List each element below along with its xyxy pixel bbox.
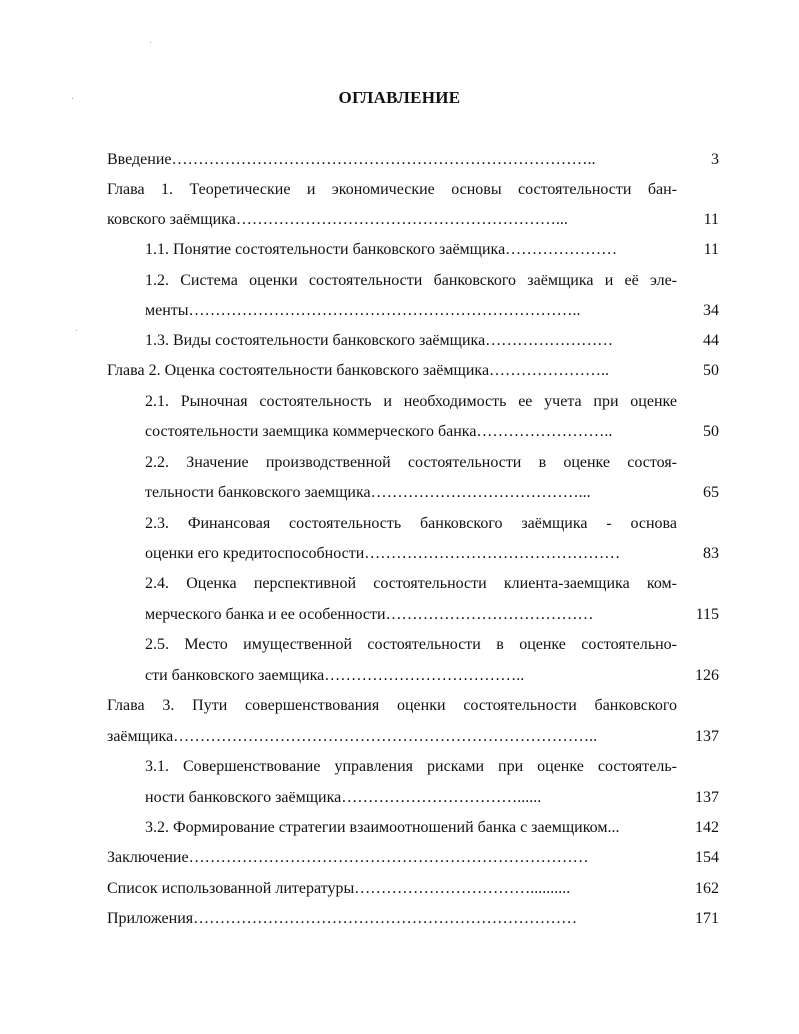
toc-entry-introduction: Введение…………………………………………………………………….. (107, 151, 596, 168)
toc-entry-section-3-1: 3.1. Совершенствование управления рисками при оценке состоятель- (145, 758, 677, 775)
toc-page-number: 171 (695, 910, 719, 927)
toc-entry-appendices: Приложения……………………………………………………………… (107, 910, 578, 927)
toc-entry-bibliography: Список использованной литературы…………………………….......... (107, 880, 571, 897)
toc-entry-section-1-2: 1.2. Система оценки состоятельности банковского заёмщика и её эле- (145, 272, 677, 289)
toc-page-number: 162 (695, 880, 719, 897)
toc-page-number: 3 (711, 151, 719, 168)
toc-page-number: 50 (703, 362, 719, 379)
toc-entry-section-2-2-cont: тельности банковского заемщика…………………………………... (145, 484, 591, 501)
scan-speck (150, 42, 151, 43)
toc-entry-section-2-1-cont: состоятельности заемщика коммерческого банка…………………….. (145, 423, 613, 440)
toc-entry-section-3-2: 3.2. Формирование стратегии взаимоотношений банка с заемщиком... (145, 819, 620, 836)
toc-page-number: 11 (703, 211, 719, 228)
toc-entry-conclusion: Заключение………………………………………………………………… (107, 849, 589, 866)
toc-entry-section-1-1: 1.1. Понятие состоятельности банковского заёмщика………………… (145, 241, 618, 258)
toc-page-number: 44 (703, 332, 719, 349)
toc-page-number: 65 (703, 484, 719, 501)
toc-entry-section-3-1-cont: ности банковского заёмщика……………………………...... (145, 789, 542, 806)
page-title: ОГЛАВЛЕНИЕ (338, 88, 461, 107)
toc-page-number: 34 (703, 302, 719, 319)
toc-entry-section-2-1: 2.1. Рыночная состоятельность и необходимость ее учета при оценке (145, 393, 677, 410)
toc-entry-chapter-2: Глава 2. Оценка состоятельности банковского заёмщика………………….. (107, 362, 610, 379)
toc-page-number: 11 (703, 241, 719, 258)
toc-entry-section-2-5-cont: сти банковского заемщика……………………………….. (145, 667, 525, 684)
toc-entry-chapter-1-cont: ковского заёмщика……………………………………………………... (107, 211, 568, 228)
toc-page-number: 83 (703, 545, 719, 562)
scan-speck (72, 98, 73, 99)
toc-page-number: 50 (703, 423, 719, 440)
toc-page-number: 137 (695, 789, 719, 806)
toc-entry-section-2-5: 2.5. Место имущественной состоятельности в оценке состоятельно- (145, 636, 677, 653)
toc-page-number: 142 (695, 819, 719, 836)
toc-entry-chapter-3: Глава 3. Пути совершенствования оценки состоятельности банковского (107, 697, 677, 714)
toc-entry-section-2-4-cont: мерческого банка и ее особенности………………………………… (145, 606, 594, 623)
toc-page-number: 137 (695, 728, 719, 745)
toc-entry-section-1-2-cont: менты……………………………………………………………….. (145, 302, 581, 319)
toc-entry-section-1-3: 1.3. Виды состоятельности банковского заёмщика…………………… (145, 332, 614, 349)
toc-entry-section-2-3: 2.3. Финансовая состоятельность банковского заёмщика - основа (145, 515, 677, 532)
toc-page-number: 126 (695, 667, 719, 684)
toc-entry-chapter-3-cont: заёмщика…………………………………………………………………….. (107, 728, 598, 745)
toc-entry-section-2-2: 2.2. Значение производственной состоятельности в оценке состоя- (145, 454, 677, 471)
toc-entry-section-2-4: 2.4. Оценка перспективной состоятельности клиента-заемщика ком- (145, 575, 677, 592)
toc-entry-section-2-3-cont: оценки его кредитоспособности………………………………………… (145, 545, 621, 562)
toc-page-number: 154 (695, 849, 719, 866)
scan-speck (76, 330, 77, 331)
toc-page-number: 115 (695, 606, 719, 623)
toc-entry-chapter-1: Глава 1. Теоретические и экономические основы состоятельности бан- (107, 181, 677, 198)
